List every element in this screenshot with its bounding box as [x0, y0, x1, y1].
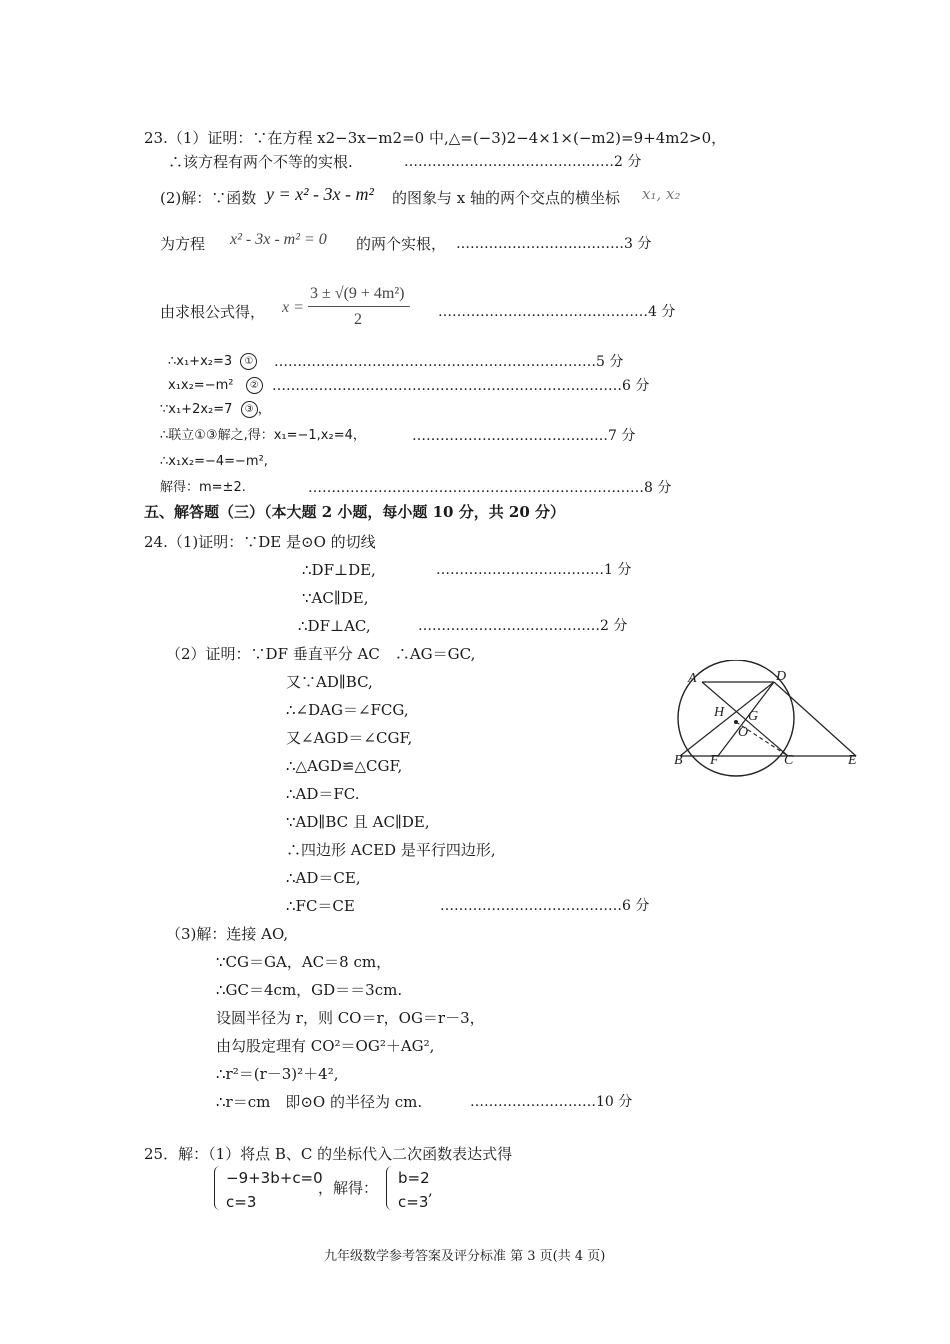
circle-2: ②: [246, 377, 263, 394]
score-2: ………………………………………2 分: [404, 154, 642, 170]
q24-line2: ∴DF⊥DE,: [302, 561, 376, 579]
score-7: ……………………………………7 分: [412, 428, 636, 444]
fraction-bar: [308, 306, 410, 307]
q23-line3-a: (2)解：∵函数: [160, 189, 257, 207]
circle-3: ③: [241, 401, 258, 418]
formula-equation: x² - 3x - m² = 0: [230, 231, 327, 248]
q25-mid-text: ，解得：: [318, 1179, 379, 1197]
q24-line3: ∵AC∥DE,: [302, 589, 369, 607]
circle-1: ①: [240, 353, 257, 370]
q24-line11: ∵AD∥BC 且 AC∥DE,: [286, 813, 430, 831]
label-b: B: [674, 753, 683, 768]
q25-end: ,: [428, 1181, 433, 1199]
center-dot: [734, 720, 738, 724]
q24-line1: 24.（1)证明：∵DE 是⊙O 的切线: [144, 533, 376, 551]
q24-line21: ∴r＝cm 即⊙O 的半径为 cm.: [216, 1093, 423, 1111]
geometry-figure: [660, 660, 880, 780]
score-24-2: …………………………………2 分: [418, 618, 628, 634]
score-8: ………………………………………………………………8 分: [308, 480, 672, 496]
label-c: C: [784, 753, 794, 768]
system2-eq1: b=2: [398, 1169, 430, 1187]
q24-line7: ∴∠DAG＝∠FCG,: [286, 701, 409, 719]
q23-line4-a: 为方程: [160, 235, 206, 253]
q24-line16: ∵CG＝GA，AC＝8 cm，: [216, 953, 392, 971]
label-e: E: [848, 753, 857, 768]
q23-line3-b: 的图象与 x 轴的两个交点的横坐标: [392, 189, 620, 207]
score-5: ……………………………………………………………5 分: [274, 354, 624, 370]
brace-left-1: [214, 1166, 223, 1210]
q24-line14: ∴FC＝CE: [286, 897, 355, 915]
q24-line5: （2）证明：∵DF 垂直平分 AC ∴AG＝GC,: [166, 645, 476, 663]
score-24-1: ………………………………1 分: [436, 562, 632, 578]
score-6: …………………………………………………………………6 分: [272, 378, 650, 394]
label-o: O: [738, 725, 749, 740]
score-24-10: ………………………10 分: [470, 1094, 633, 1110]
label-f: F: [710, 753, 719, 768]
page-footer: 九年级数学参考答案及评分标准 第 3 页(共 4 页): [324, 1249, 606, 1264]
label-g: G: [748, 709, 759, 724]
q23-line8: ∵x₁+2x₂=7 ③ ，: [160, 402, 271, 417]
q24-line4: ∴DF⊥AC,: [298, 617, 371, 635]
label-a: A: [688, 671, 697, 686]
q23-line2: ∴该方程有两个不等的实根.: [168, 153, 353, 171]
formula-function: y = x² - 3x - m²: [266, 184, 374, 204]
section-heading: 五、解答题（三）（本大题 2 小题，每小题 10 分，共 20 分）: [144, 503, 566, 521]
q23-line6: ∴x₁+x₂=3 ①: [168, 352, 257, 372]
q23-line1: 23.（1）证明：∵在方程 x2−3x−m2=0 中,△=(−3)2−4×1×(−m2)=9+4m2>0，: [144, 129, 727, 147]
q24-line9: ∴△AGD≌△CGF,: [286, 757, 403, 775]
q24-line17: ∴GC＝4cm，GD＝＝3cm.: [216, 981, 403, 999]
formula-denominator: 2: [354, 311, 362, 328]
q23-line9: ∴联立①③解之,得：x₁=−1,x₂=4，: [160, 428, 366, 443]
q24-line8: 又∠AGD＝∠CGF,: [286, 729, 413, 747]
formula-x-eq: x =: [282, 299, 304, 316]
system2-eq2: c=3: [398, 1193, 429, 1211]
score-3: ………………………………3 分: [456, 236, 652, 252]
formula-numerator: 3 ± √(9 + 4m²): [310, 285, 405, 302]
q24-line15: （3)解：连接 AO,: [166, 925, 289, 943]
system1-eq2: c=3: [226, 1193, 257, 1211]
segment-de: [774, 682, 856, 756]
roots-label: x₁, x₂: [642, 185, 681, 203]
label-h: H: [714, 705, 725, 720]
q24-line6: 又∵AD∥BC,: [286, 673, 373, 691]
q24-line19: 由勾股定理有 CO²＝OG²＋AG²,: [216, 1037, 435, 1055]
system1-eq1: −9+3b+c=0: [226, 1169, 323, 1187]
score-24-6: …………………………………6 分: [440, 898, 650, 914]
q23-line7: x₁x₂=−m² ②: [168, 376, 263, 396]
q23-line10: ∴x₁x₂=−4=−m²,: [160, 454, 268, 469]
q24-line20: ∴r²＝(r－3)²＋4²,: [216, 1065, 339, 1083]
brace-left-2: [386, 1166, 395, 1210]
q24-line12: ∴四边形 ACED 是平行四边形,: [286, 841, 496, 859]
score-4: ………………………………………4 分: [438, 304, 676, 320]
q24-line18: 设圆半径为 r，则 CO＝r，OG＝r－3，: [216, 1009, 485, 1027]
q25-line1: 25．解：（1）将点 B、C 的坐标代入二次函数表达式得: [144, 1145, 513, 1163]
q24-line13: ∴AD＝CE,: [286, 869, 361, 887]
q23-line5-a: 由求根公式得，: [160, 303, 266, 321]
q24-line10: ∴AD＝FC.: [286, 785, 360, 803]
q23-line4-b: 的两个实根，: [356, 235, 447, 253]
q23-line11: 解得：m=±2.: [160, 480, 246, 495]
label-d: D: [776, 669, 787, 684]
